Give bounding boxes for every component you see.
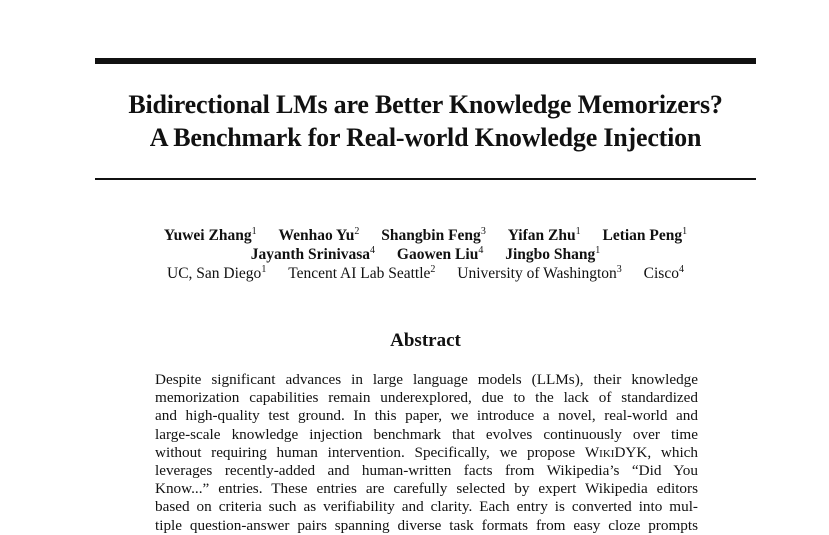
benchmark-name: WikiDYK — [584, 443, 648, 461]
abstract-line: Despite significant advances in large language models (LLMs), their knowledge — [155, 371, 698, 388]
title-line-1: Bidirectional LMs are Better Knowledge Memorizers? — [128, 90, 723, 119]
abstract-line: Know...” entries. These entries are carefully selected by expert Wikipedia editors — [155, 480, 698, 498]
abstract-line: large-scale knowledge injection benchmark that evolves continuously over time — [155, 425, 698, 443]
affiliations-row — [60, 264, 791, 283]
abstract-body — [155, 371, 698, 535]
paper-title — [60, 88, 791, 154]
abstract-line: leverages recently-added and human-written facts from Wikipedia’s “Did You — [155, 462, 698, 480]
title-line-2: A Benchmark for Real-world Knowledge Injection — [149, 123, 702, 152]
abstract-line: based on criteria such as verifiability and clarity. Each entry is converted into mul- — [155, 498, 698, 516]
title-bottom-rule — [95, 178, 756, 180]
affiliation: Cisco$^4$ — [643, 264, 684, 282]
authors-row-2 — [60, 245, 791, 264]
author: Shangbin Feng$^3$ — [381, 226, 486, 244]
abstract-line: without requiring human intervention. Specifically, we propose WikiDYK, which — [155, 443, 699, 461]
author: Yifan Zhu$^1$ — [507, 226, 581, 244]
authors-row-1 — [60, 226, 791, 245]
top-rule — [95, 58, 756, 64]
author: Letian Peng$^1$ — [602, 226, 688, 244]
author: Gaowen Liu$^4$ — [396, 245, 484, 263]
author: Jingbo Shang$^1$ — [505, 245, 601, 263]
author: Jayanth Srinivasa$^4$ — [250, 245, 376, 263]
affiliation: Tencent AI Lab Seattle$^2$ — [288, 264, 436, 282]
author: Yuwei Zhang$^1$ — [163, 226, 257, 244]
abstract-heading: Abstract — [390, 330, 461, 351]
affiliation: University of Washington$^3$ — [457, 264, 622, 282]
abstract-line: tiple question-answer pairs spanning diverse task formats from easy cloze prompts — [155, 516, 698, 534]
abstract-line: and high-quality test ground. In this paper, we introduce a novel, real-world and — [155, 407, 698, 425]
author-block — [60, 226, 791, 283]
author: Wenhao Yu$^2$ — [278, 226, 360, 244]
affiliation: UC, San Diego$^1$ — [167, 264, 267, 282]
abstract-line: memorization capabilities remain underexplored, due to the lack of standardized — [155, 389, 698, 407]
